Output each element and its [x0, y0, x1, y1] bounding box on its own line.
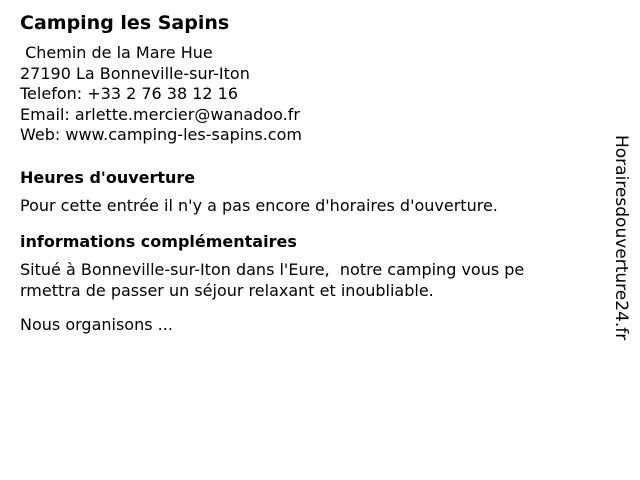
email-address: Email: arlette.mercier@wanadoo.fr [20, 104, 300, 124]
city-address: 27190 La Bonneville-sur-Iton [20, 63, 250, 83]
opening-hours-heading: Heures d'ouverture [20, 167, 196, 187]
listing-card [20, 11, 590, 336]
page-title: Camping les Sapins [20, 12, 230, 34]
info-text-line-2: rmettra de passer un séjour relaxant et inoubliable. [20, 280, 434, 300]
address-block [20, 43, 590, 146]
info-heading: informations complémentaires [20, 232, 297, 251]
street-address: Chemin de la Mare Hue [20, 43, 213, 62]
info-text-line-1: Situé à Bonneville-sur-Iton dans l'Eure, notre camping vous pe [20, 260, 525, 279]
phone-number: Telefon: +33 2 76 38 12 16 [20, 84, 239, 103]
website-address: Web: www.camping-les-sapins.com [20, 125, 302, 144]
info-text-line-3: Nous organisons ... [20, 315, 173, 334]
site-watermark [611, 135, 635, 375]
opening-hours-text: Pour cette entrée il n'y a pas encore d'horaires d'ouverture. [20, 195, 498, 215]
watermark-text: Horairesdouverture24.fr [611, 135, 631, 341]
